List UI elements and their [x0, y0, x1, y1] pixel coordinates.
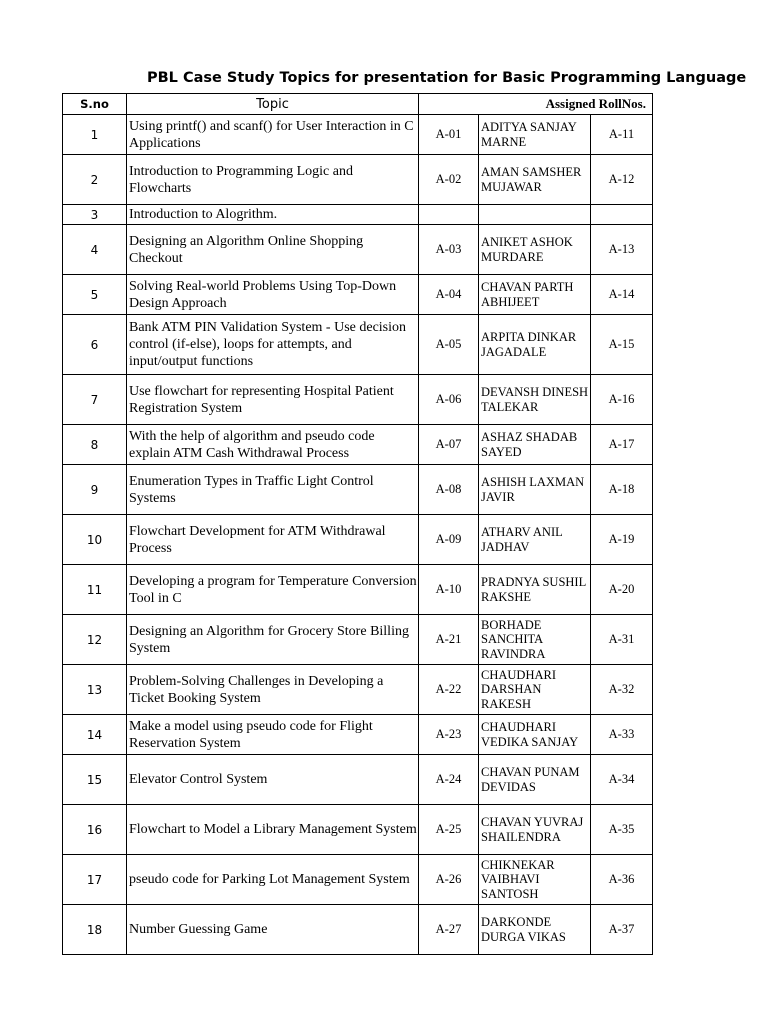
roll-number-cell: A-22: [419, 665, 479, 715]
sno-cell: 2: [63, 155, 127, 205]
topic-cell: Introduction to Programming Logic and Flowcharts: [127, 155, 419, 205]
student-name-cell: DEVANSH DINESH TALEKAR: [479, 375, 591, 425]
student-name-cell: AMAN SAMSHER MUJAWAR: [479, 155, 591, 205]
roll-number-cell: A-08: [419, 465, 479, 515]
table-row: [63, 515, 653, 565]
student-name-cell: CHAUDHARI VEDIKA SANJAY: [479, 715, 591, 755]
topic-cell: With the help of algorithm and pseudo code explain ATM Cash Withdrawal Process: [127, 425, 419, 465]
topic-cell: Introduction to Alogrithm.: [127, 205, 419, 225]
roll-number-cell: A-24: [419, 755, 479, 805]
header-topic: Topic: [127, 94, 419, 115]
table-row: [63, 375, 653, 425]
roll-number-cell: A-23: [419, 715, 479, 755]
student-name-cell: ATHARV ANIL JADHAV: [479, 515, 591, 565]
roll-number-cell: A-05: [419, 315, 479, 375]
sno-cell: 14: [63, 715, 127, 755]
student-name-cell: BORHADE SANCHITA RAVINDRA: [479, 615, 591, 665]
table-row: [63, 755, 653, 805]
second-roll-number-cell: A-37: [591, 905, 653, 955]
sno-cell: 1: [63, 115, 127, 155]
topic-cell: Flowchart to Model a Library Management System: [127, 805, 419, 855]
topics-table-body: [63, 94, 653, 955]
second-roll-number-cell: [591, 205, 653, 225]
table-row: [63, 225, 653, 275]
topic-cell: Elevator Control System: [127, 755, 419, 805]
roll-number-cell: A-09: [419, 515, 479, 565]
second-roll-number-cell: A-12: [591, 155, 653, 205]
sno-cell: 13: [63, 665, 127, 715]
topic-cell: Flowchart Development for ATM Withdrawal Process: [127, 515, 419, 565]
topic-cell: Problem-Solving Challenges in Developing a Ticket Booking System: [127, 665, 419, 715]
second-roll-number-cell: A-20: [591, 565, 653, 615]
table-row: [63, 315, 653, 375]
sno-cell: 5: [63, 275, 127, 315]
student-name-cell: ASHAZ SHADAB SAYED: [479, 425, 591, 465]
topic-cell: Designing an Algorithm for Grocery Store Billing System: [127, 615, 419, 665]
header-assigned-rollnos: Assigned RollNos.: [419, 94, 653, 115]
second-roll-number-cell: A-34: [591, 755, 653, 805]
student-name-cell: CHAVAN PUNAM DEVIDAS: [479, 755, 591, 805]
table-row: [63, 275, 653, 315]
second-roll-number-cell: A-16: [591, 375, 653, 425]
sno-cell: 16: [63, 805, 127, 855]
sno-cell: 8: [63, 425, 127, 465]
header-sno: S.no: [63, 94, 127, 115]
sno-cell: 7: [63, 375, 127, 425]
student-name-cell: PRADNYA SUSHIL RAKSHE: [479, 565, 591, 615]
table-row: [63, 615, 653, 665]
second-roll-number-cell: A-17: [591, 425, 653, 465]
second-roll-number-cell: A-11: [591, 115, 653, 155]
sno-cell: 4: [63, 225, 127, 275]
topic-cell: Number Guessing Game: [127, 905, 419, 955]
student-name-cell: CHAUDHARI DARSHAN RAKESH: [479, 665, 591, 715]
second-roll-number-cell: A-14: [591, 275, 653, 315]
second-roll-number-cell: A-33: [591, 715, 653, 755]
roll-number-cell: [419, 205, 479, 225]
roll-number-cell: A-04: [419, 275, 479, 315]
table-row: [63, 565, 653, 615]
topic-cell: Enumeration Types in Traffic Light Control Systems: [127, 465, 419, 515]
roll-number-cell: A-25: [419, 805, 479, 855]
second-roll-number-cell: A-19: [591, 515, 653, 565]
roll-number-cell: A-03: [419, 225, 479, 275]
second-roll-number-cell: A-13: [591, 225, 653, 275]
student-name-cell: DARKONDE DURGA VIKAS: [479, 905, 591, 955]
student-name-cell: [479, 205, 591, 225]
student-name-cell: ANIKET ASHOK MURDARE: [479, 225, 591, 275]
topic-cell: Use flowchart for representing Hospital Patient Registration System: [127, 375, 419, 425]
student-name-cell: CHIKNEKAR VAIBHAVI SANTOSH: [479, 855, 591, 905]
table-row: [63, 465, 653, 515]
topic-cell: Designing an Algorithm Online Shopping Checkout: [127, 225, 419, 275]
topic-cell: Make a model using pseudo code for Flight Reservation System: [127, 715, 419, 755]
topic-cell: Bank ATM PIN Validation System - Use decision control (if-else), loops for attempts, and input/output functions: [127, 315, 419, 375]
table-row: [63, 425, 653, 465]
student-name-cell: ASHISH LAXMAN JAVIR: [479, 465, 591, 515]
roll-number-cell: A-07: [419, 425, 479, 465]
sno-cell: 15: [63, 755, 127, 805]
page-title: PBL Case Study Topics for presentation for Basic Programming Language: [147, 70, 747, 86]
sno-cell: 6: [63, 315, 127, 375]
roll-number-cell: A-02: [419, 155, 479, 205]
table-row: [63, 905, 653, 955]
sno-cell: 18: [63, 905, 127, 955]
table-row: [63, 715, 653, 755]
table-header-row: [63, 94, 653, 115]
table-row: [63, 855, 653, 905]
student-name-cell: CHAVAN YUVRAJ SHAILENDRA: [479, 805, 591, 855]
student-name-cell: ADITYA SANJAY MARNE: [479, 115, 591, 155]
sno-cell: 11: [63, 565, 127, 615]
topic-cell: Developing a program for Temperature Conversion Tool in C: [127, 565, 419, 615]
roll-number-cell: A-26: [419, 855, 479, 905]
student-name-cell: ARPITA DINKAR JAGADALE: [479, 315, 591, 375]
second-roll-number-cell: A-35: [591, 805, 653, 855]
table-row: [63, 665, 653, 715]
topic-cell: Solving Real-world Problems Using Top-Down Design Approach: [127, 275, 419, 315]
second-roll-number-cell: A-15: [591, 315, 653, 375]
table-row: [63, 205, 653, 225]
roll-number-cell: A-01: [419, 115, 479, 155]
roll-number-cell: A-06: [419, 375, 479, 425]
sno-cell: 3: [63, 205, 127, 225]
second-roll-number-cell: A-32: [591, 665, 653, 715]
student-name-cell: CHAVAN PARTH ABHIJEET: [479, 275, 591, 315]
topic-cell: Using printf() and scanf() for User Interaction in C Applications: [127, 115, 419, 155]
roll-number-cell: A-21: [419, 615, 479, 665]
topic-cell: pseudo code for Parking Lot Management System: [127, 855, 419, 905]
topics-table: [62, 93, 653, 955]
second-roll-number-cell: A-31: [591, 615, 653, 665]
sno-cell: 12: [63, 615, 127, 665]
second-roll-number-cell: A-36: [591, 855, 653, 905]
second-roll-number-cell: A-18: [591, 465, 653, 515]
sno-cell: 9: [63, 465, 127, 515]
sno-cell: 10: [63, 515, 127, 565]
table-row: [63, 805, 653, 855]
roll-number-cell: A-10: [419, 565, 479, 615]
table-row: [63, 115, 653, 155]
table-row: [63, 155, 653, 205]
sno-cell: 17: [63, 855, 127, 905]
roll-number-cell: A-27: [419, 905, 479, 955]
